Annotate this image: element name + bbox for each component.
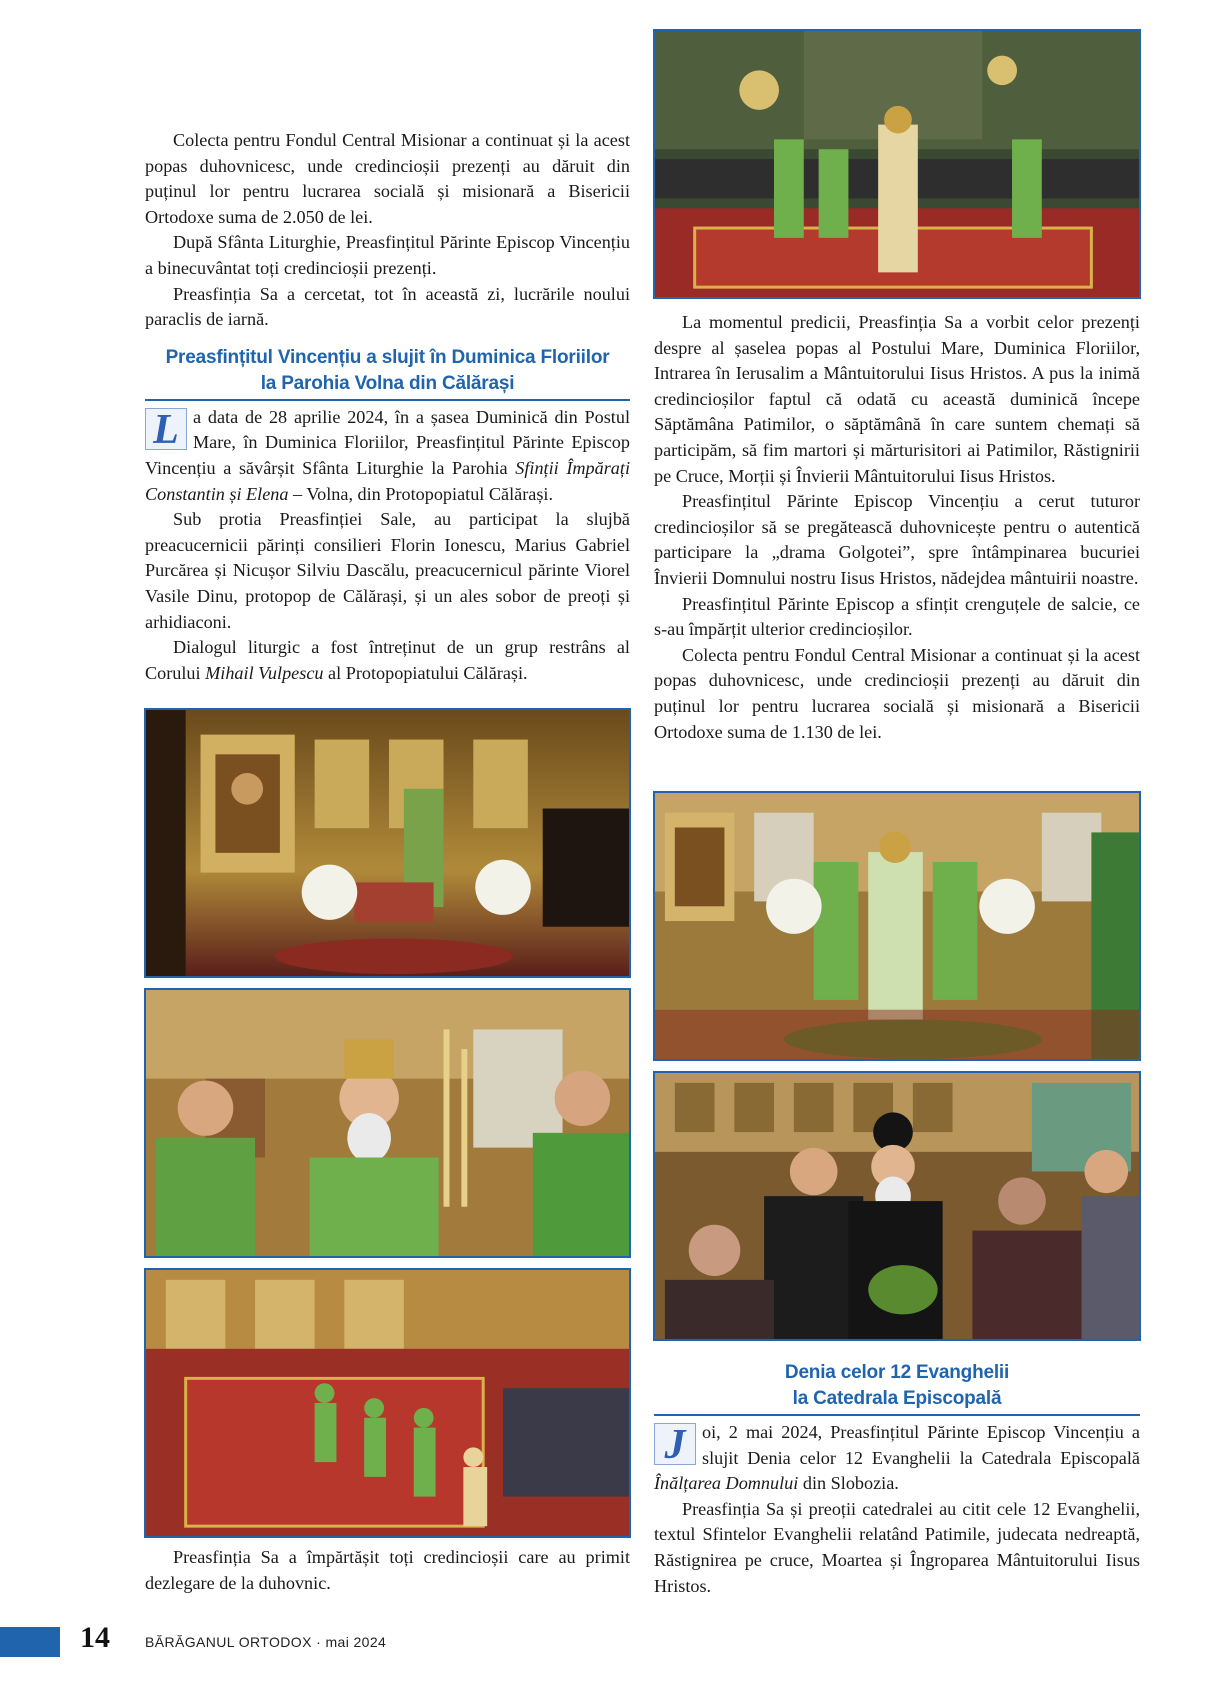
- page-number: 14: [80, 1621, 110, 1654]
- photo-bishop-greeting-faithful: [653, 1071, 1141, 1341]
- photo-church-interior-sermon: [653, 29, 1141, 299]
- section-heading-volna: [145, 345, 630, 401]
- footer-accent-bar: [0, 1627, 60, 1657]
- heading-line-1: Preasfințitul Vincențiu a slujit în Duminica Floriilor: [165, 346, 610, 368]
- paragraph-sermon: La momentul predicii, Preasfinția Sa a vorbit celor prezenți despre al șaselea popas al Postului Mare, Duminica Floriilor, Intrarea în Ierusalim a Mântuitorului Iisus Hristos. A pus la inimă credincioșilor faptul că odată cu această duminică începe Săptămâna Patimilor, o săptămână în care suntem chemați să participăm, să fim martori și mărturisitori ai Patimilor, Răstignirii pe Cruce, Morții și Învierii Mântuitorului Iisus Hristos.: [654, 312, 1140, 486]
- right-column: [654, 310, 1140, 745]
- photo-liturgy-overview: [144, 1268, 631, 1538]
- publication-title: BĂRĂGANUL ORTODOX · mai 2024: [145, 1634, 387, 1650]
- paragraph-volna-intro: L a data de 28 aprilie 2024, în a șasea Duminică din Postul Mare, în Duminica Floriilor, Preasfințitul Părinte Episcop Vincențiu a săvârșit Sfânta Liturghie la Parohia Sfinții Împărați Constantin și Elena – Volna, din Protopopiatul Călărași.: [145, 406, 630, 504]
- photo-bishop-clergy: [144, 988, 631, 1258]
- heading-line-2: la Parohia Volna din Călărași: [260, 372, 515, 394]
- right-column-bottom: [654, 1360, 1140, 1599]
- paragraph-clergy: Sub protia Preasfinției Sale, au participat la slujbă preacucernicii părinți consilieri Florin Ionescu, Marius Gabriel Purcărea și Nicușor Silviu Dascălu, preacucernicul părinte Viorel Vasile Dinu, protopop de Călărași, și un ales sobor de preoți și arhidiaconi.: [145, 509, 630, 632]
- paragraph-choir: Dialogul liturgic a fost întreținut de un grup restrâns al Corului Mihail Vulpescu al Protopopiatului Călărași.: [145, 637, 630, 683]
- photo-altar-icons: [144, 708, 631, 978]
- paragraph-communion: Preasfinția Sa a împărtășit toți credincioșii care au primit dezlegare de la duhovnic.: [145, 1547, 630, 1593]
- heading-line-2: la Catedrala Episcopală: [792, 1388, 1002, 1409]
- paragraph-denia-intro: J oi, 2 mai 2024, Preasfințitul Părinte Episcop Vincențiu a slujit Denia celor 12 Evanghelii la Catedrala Episcopală Înălțarea Domnului din Slobozia.: [654, 1422, 1140, 1494]
- paragraph-gospels: Preasfinția Sa și preoții catedralei au citit cele 12 Evanghelii, textul Sfintelor Evanghelii relatând Patimile, judecata nedreaptă, Răstignirea pe cruce, Moartea și Îngroparea Mântuitorului Iisus Hristos.: [654, 1498, 1140, 1596]
- paragraph-paraclis: Preasfinția Sa a cercetat, tot în această zi, lucrările noului paraclis de iarnă.: [145, 283, 630, 330]
- paragraph-blessing: După Sfânta Liturghie, Preasfințitul Părinte Episcop Vincențiu a binecuvântat toți credincioșii prezenți.: [145, 232, 630, 278]
- paragraph-willow: Preasfințitul Părinte Episcop a sfințit crenguțele de salcie, ce s-au împărțit ulterior credincioșilor.: [654, 593, 1140, 640]
- dropcap-j: J: [654, 1423, 696, 1465]
- paragraph-collection-right: Colecta pentru Fondul Central Misionar a continuat și la acest popas duhovnicesc, unde credincioșii prezenți au dăruit din puținul lor pentru lucrarea socială și misionară a Bisericii Ortodoxe suma de 1.130 de lei.: [654, 644, 1140, 742]
- left-column-bottom: [145, 1545, 630, 1596]
- heading-line-1: Denia celor 12 Evanghelii: [784, 1362, 1010, 1383]
- paragraph-collection-left: Colecta pentru Fondul Central Misionar a continuat și la acest popas duhovnicesc, unde credincioșii prezenți au dăruit din puținul lor pentru lucrarea socială și misionară a Bisericii Ortodoxe suma de 2.050 de lei.: [145, 130, 630, 227]
- dropcap-l: L: [145, 408, 187, 450]
- left-column: [145, 128, 630, 686]
- paragraph-golgotha: Preasfințitul Părinte Episcop Vincențiu a cerut tuturor credincioșilor să se pregătească duhovnicește pentru o autentică participare la „drama Golgotei”, spre întâmpinarea bucuriei Învierii Domnului nostru Iisus Hristos, nădejdea mântuirii noastre.: [654, 491, 1140, 588]
- photo-willow-blessing: [653, 791, 1141, 1061]
- section-heading-denia: [654, 1360, 1140, 1416]
